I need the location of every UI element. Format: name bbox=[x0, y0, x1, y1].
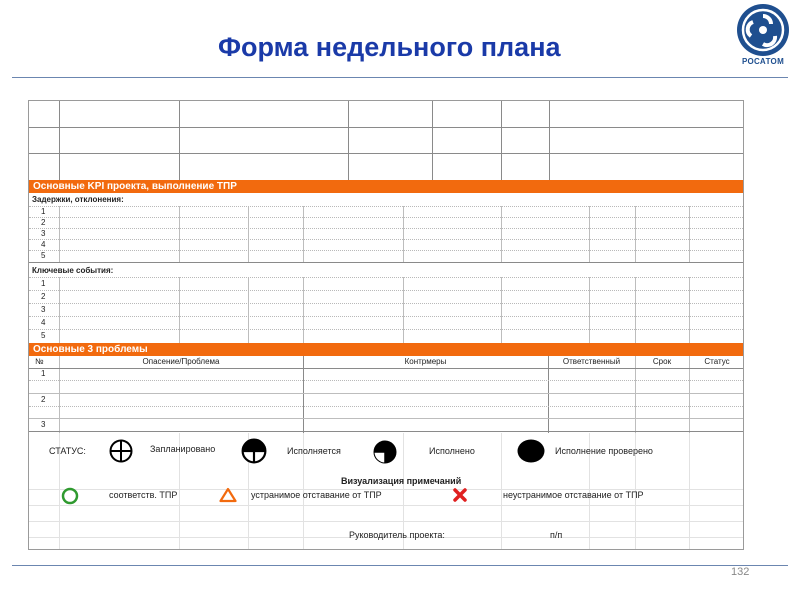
status-planned-label: Запланировано bbox=[150, 444, 216, 454]
delay-row-number: 5 bbox=[41, 251, 46, 260]
status-verified-icon bbox=[516, 438, 546, 464]
kpi-band: Основные KPI проекта, выполнение ТПР bbox=[29, 180, 743, 193]
event-row-number: 3 bbox=[41, 305, 46, 314]
event-row-number: 2 bbox=[41, 292, 46, 301]
problems-band: Основные 3 проблемы bbox=[29, 343, 743, 356]
delay-row-number: 3 bbox=[41, 229, 46, 238]
logo-text: РОСАТОМ bbox=[741, 57, 785, 66]
problem-row-number: 1 bbox=[41, 369, 46, 378]
rosatom-logo bbox=[733, 3, 793, 69]
problems-header-num: № bbox=[35, 357, 44, 366]
circle-ok-icon bbox=[61, 487, 79, 505]
delays-label: Задержки, отклонения: bbox=[32, 195, 124, 204]
notes-fixable-label: устранимое отставание от ТПР bbox=[251, 490, 382, 500]
rosatom-logo-icon bbox=[733, 3, 793, 57]
problems-header-description: Опасение/Проблема bbox=[142, 357, 220, 366]
weekly-plan-form bbox=[28, 100, 744, 550]
status-done-label: Исполнено bbox=[429, 446, 475, 456]
manager-signature: п/п bbox=[550, 530, 563, 540]
problem-row-number: 2 bbox=[41, 395, 46, 404]
page-number: 132 bbox=[731, 566, 750, 578]
events-label: Ключевые события: bbox=[32, 266, 114, 275]
cross-error-icon bbox=[452, 487, 468, 503]
event-row-number: 1 bbox=[41, 279, 46, 288]
triangle-warning-icon bbox=[219, 487, 237, 503]
status-planned-icon bbox=[109, 439, 133, 463]
footer-divider bbox=[12, 565, 788, 566]
notes-unfixable-label: неустранимое отставание от ТПР bbox=[503, 490, 644, 500]
event-row-number: 4 bbox=[41, 318, 46, 327]
problems-table bbox=[29, 356, 743, 433]
delay-row-number: 2 bbox=[41, 218, 46, 227]
notes-legend-title: Визуализация примечаний bbox=[341, 476, 462, 486]
status-done-icon bbox=[373, 440, 397, 464]
delays-section bbox=[29, 193, 743, 263]
page-title: Форма недельного плана bbox=[218, 32, 561, 62]
status-legend-label: СТАТУС: bbox=[49, 446, 86, 456]
header-divider bbox=[12, 77, 788, 78]
problem-row-number: 3 bbox=[41, 420, 46, 429]
status-verified-label: Исполнение проверено bbox=[555, 446, 653, 456]
manager-label: Руководитель проекта: bbox=[349, 530, 445, 540]
problems-header-responsible: Ответственный bbox=[562, 357, 621, 366]
status-in-progress-icon bbox=[241, 438, 267, 464]
problems-header-countermeasures: Контрмеры bbox=[404, 357, 447, 366]
events-section bbox=[29, 263, 743, 343]
problems-header-status: Статус bbox=[704, 357, 730, 366]
problems-header-deadline: Срок bbox=[652, 357, 672, 366]
event-row-number: 5 bbox=[41, 331, 46, 340]
notes-ok-label: соответств. ТПР bbox=[109, 490, 178, 500]
header-block bbox=[29, 101, 743, 180]
delay-row-number: 4 bbox=[41, 240, 46, 249]
status-in-progress-label: Исполняется bbox=[287, 446, 341, 456]
delay-row-number: 1 bbox=[41, 207, 46, 216]
